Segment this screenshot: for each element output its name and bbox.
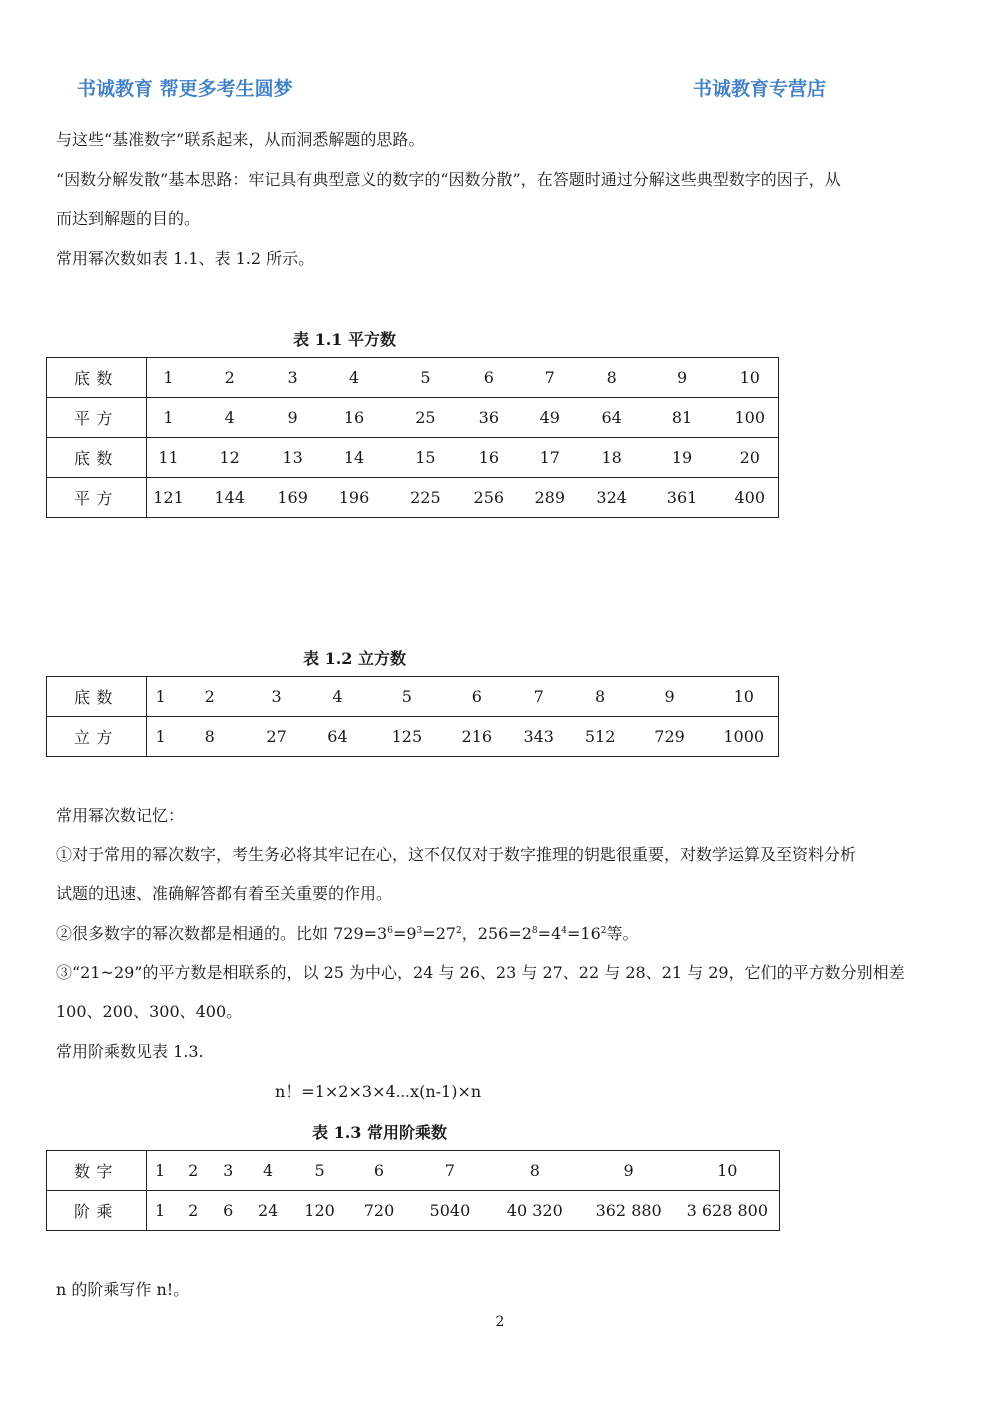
table-cell: 9 <box>269 398 316 438</box>
table-cell: 10 <box>722 358 779 398</box>
table-row <box>47 717 779 757</box>
paragraph: 而达到解题的目的。 <box>56 209 201 228</box>
table-caption: 表 1.2 立方数 <box>303 649 406 668</box>
table-cell: 169 <box>269 478 316 518</box>
table-cell: 16 <box>316 398 392 438</box>
paragraph-powers <box>56 924 639 944</box>
table-cell: 7 <box>412 1151 488 1191</box>
squares-table <box>46 357 779 518</box>
text-run: =16 <box>566 924 601 943</box>
table-cell: 5 <box>367 677 447 717</box>
paragraph: 常用幂次数如表 1.1、表 1.2 所示。 <box>56 249 315 268</box>
table-cell: 400 <box>722 478 779 518</box>
paragraph: 常用幂次数记忆： <box>56 806 185 825</box>
table-cell: 3 <box>245 677 308 717</box>
row-header: 平方 <box>47 398 147 438</box>
table-cell: 1000 <box>709 717 778 757</box>
text-run: =9 <box>392 924 417 943</box>
row-header: 底数 <box>47 438 147 478</box>
table-cell: 125 <box>367 717 447 757</box>
table-cell: 5040 <box>412 1191 488 1231</box>
header-store: 书诚教育专营店 <box>693 78 827 100</box>
exponent: 2 <box>600 926 607 936</box>
table-cell: 3 628 800 <box>676 1191 780 1231</box>
table-cell: 144 <box>190 478 269 518</box>
row-header: 立方 <box>47 717 147 757</box>
table-cell: 343 <box>507 717 571 757</box>
row-header: 平方 <box>47 478 147 518</box>
header-brand: 书诚教育 帮更多考生圆梦 <box>77 78 293 100</box>
table-row <box>47 1191 780 1231</box>
table-cell: 36 <box>459 398 519 438</box>
text-run: =4 <box>537 924 562 943</box>
table-cell: 27 <box>245 717 308 757</box>
exponent: 6 <box>387 926 393 936</box>
table-cell: 17 <box>519 438 581 478</box>
page-number: 2 <box>495 1314 505 1330</box>
table-cell: 16 <box>459 438 519 478</box>
table-cell: 1 <box>146 677 174 717</box>
table-cell: 1 <box>146 717 174 757</box>
cubes-table <box>46 676 779 757</box>
table-cell: 100 <box>722 398 779 438</box>
table-cell: 9 <box>630 677 710 717</box>
table-cell: 2 <box>174 677 245 717</box>
text-run: ，256=2 <box>461 924 532 943</box>
table-cell: 196 <box>316 478 392 518</box>
table-cell: 12 <box>190 438 269 478</box>
table-cell: 2 <box>173 1191 213 1231</box>
table-cell: 4 <box>190 398 269 438</box>
paragraph: 试题的迅速、准确解答都有着至关重要的作用。 <box>56 884 393 903</box>
table-cell: 3 <box>269 358 316 398</box>
table-cell: 10 <box>709 677 778 717</box>
table-cell: 6 <box>346 1151 412 1191</box>
table-cell: 7 <box>507 677 571 717</box>
paragraph: n 的阶乘写作 n!。 <box>56 1280 190 1299</box>
table-cell: 361 <box>643 478 722 518</box>
table-cell: 14 <box>316 438 392 478</box>
exponent: 8 <box>531 926 538 936</box>
table-cell: 1 <box>146 1191 173 1231</box>
paragraph: 与这些“基准数字”联系起来，从而洞悉解题的思路。 <box>56 130 425 149</box>
exponent: 3 <box>416 926 423 936</box>
table-cell: 49 <box>519 398 581 438</box>
table-cell: 4 <box>316 358 392 398</box>
table-cell: 4 <box>243 1151 293 1191</box>
table-cell: 18 <box>581 438 643 478</box>
table-cell: 729 <box>630 717 710 757</box>
table-cell: 19 <box>643 438 722 478</box>
table-cell: 324 <box>581 478 643 518</box>
table-cell: 1 <box>146 1151 173 1191</box>
table-row <box>47 438 779 478</box>
table-row <box>47 398 779 438</box>
table-cell: 2 <box>190 358 269 398</box>
table-cell: 15 <box>392 438 459 478</box>
paragraph: 常用阶乘数见表 1.3. <box>56 1042 204 1061</box>
table-cell: 64 <box>308 717 367 757</box>
table-row <box>47 478 779 518</box>
factorials-table <box>46 1150 780 1231</box>
table-cell: 120 <box>293 1191 346 1231</box>
table-row <box>47 677 779 717</box>
row-header: 底数 <box>47 358 147 398</box>
exponent: 2 <box>456 926 462 936</box>
table-cell: 7 <box>519 358 581 398</box>
table-cell: 289 <box>519 478 581 518</box>
table-cell: 24 <box>243 1191 293 1231</box>
table-cell: 25 <box>392 398 459 438</box>
table-cell: 8 <box>174 717 245 757</box>
table-cell: 40 320 <box>488 1191 582 1231</box>
table-cell: 8 <box>581 358 643 398</box>
exponent: 4 <box>561 926 567 936</box>
table-cell: 4 <box>308 677 367 717</box>
table-cell: 1 <box>146 398 190 438</box>
table-cell: 13 <box>269 438 316 478</box>
table-caption: 表 1.1 平方数 <box>293 330 396 349</box>
table-cell: 5 <box>392 358 459 398</box>
table-cell: 9 <box>643 358 722 398</box>
table-row <box>47 358 779 398</box>
paragraph: 100、200、300、400。 <box>56 1002 243 1021</box>
row-header: 底数 <box>47 677 147 717</box>
table-cell: 720 <box>346 1191 412 1231</box>
table-cell: 6 <box>447 677 507 717</box>
table-cell: 2 <box>173 1151 213 1191</box>
table-cell: 81 <box>643 398 722 438</box>
factorial-formula: n！=1×2×3×4⋯x(n-1)×n <box>275 1082 482 1101</box>
table-cell: 225 <box>392 478 459 518</box>
table-cell: 6 <box>459 358 519 398</box>
paragraph: ①对于常用的幂次数字，考生务必将其牢记在心，这不仅仅对于数字推理的钥匙很重要，对数学运算及至资料分析 <box>56 845 857 864</box>
table-cell: 362 880 <box>582 1191 676 1231</box>
text-run: =27 <box>422 924 457 943</box>
table-cell: 10 <box>676 1151 780 1191</box>
table-cell: 11 <box>146 438 190 478</box>
table-cell: 8 <box>488 1151 582 1191</box>
table-cell: 3 <box>213 1151 243 1191</box>
table-row <box>47 1151 780 1191</box>
table-cell: 64 <box>581 398 643 438</box>
text-run: 等。 <box>606 924 639 943</box>
table-caption: 表 1.3 常用阶乘数 <box>312 1123 447 1142</box>
table-cell: 121 <box>146 478 190 518</box>
table-cell: 512 <box>571 717 630 757</box>
table-cell: 216 <box>447 717 507 757</box>
row-header: 数字 <box>47 1151 147 1191</box>
table-cell: 1 <box>146 358 190 398</box>
paragraph: ③“21~29”的平方数是相联系的，以 25 为中心，24 与 26、23 与 27、22 与 28、21 与 29，它们的平方数分别相差 <box>56 963 905 982</box>
table-cell: 20 <box>722 438 779 478</box>
row-header: 阶乘 <box>47 1191 147 1231</box>
table-cell: 8 <box>571 677 630 717</box>
table-cell: 256 <box>459 478 519 518</box>
text-run: ②很多数字的幂次数都是相通的。比如 729=3 <box>56 924 388 943</box>
table-cell: 5 <box>293 1151 346 1191</box>
paragraph: “因数分解发散”基本思路：牢记具有典型意义的数字的“因数分散”，在答题时通过分解这些典型数字的因子，从 <box>56 170 841 189</box>
table-cell: 6 <box>213 1191 243 1231</box>
table-cell: 9 <box>582 1151 676 1191</box>
